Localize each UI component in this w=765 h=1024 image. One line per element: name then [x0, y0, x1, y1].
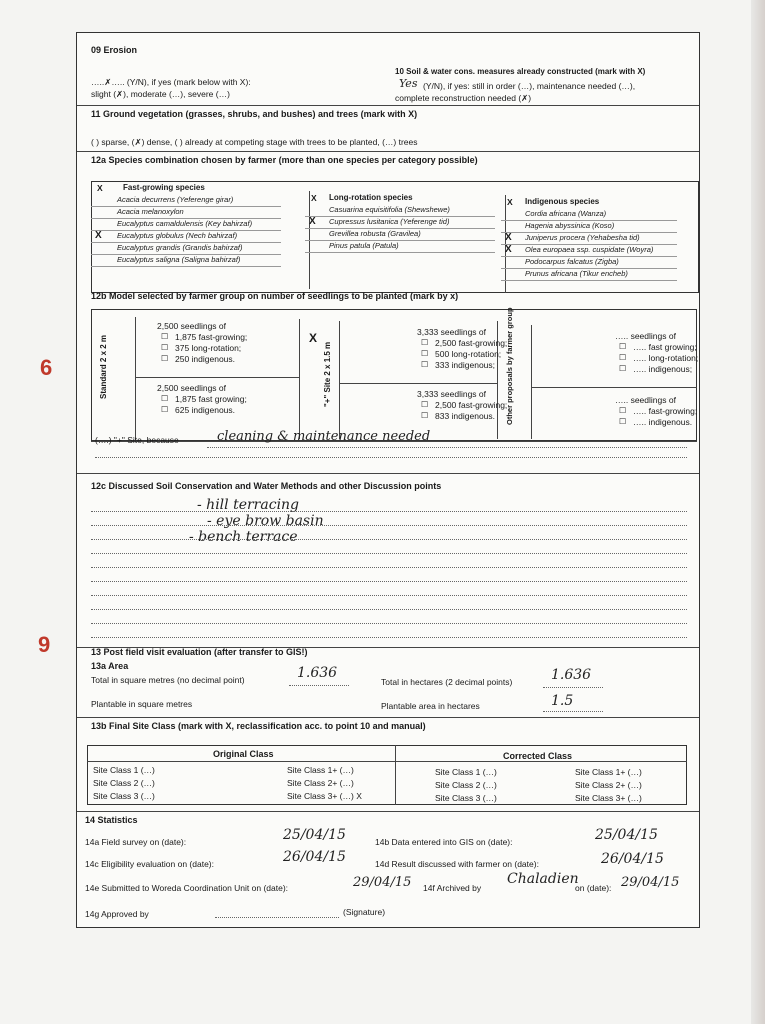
discussion-line — [91, 637, 687, 638]
corrected-class: Corrected Class — [503, 751, 573, 761]
plant-ha-value: 1.5 — [551, 693, 574, 709]
ha-value: 1.636 — [551, 667, 592, 683]
survey-form: 09 Erosion …..✗….. (Y/N), if yes (mark below with X): slight (✗), moderate (…), severe (…) 10 Soil & water cons. measures already constructed (mark with X) Yes (Y/N), if yes: still in order (…), maintenance needed (…), complete reconstruction needed (✗) 11 Ground vegetation (grasses, shrubs, and bushes) and trees (mark with X) ( ) sparse, (✗) dense, ( ) already at competing stage with trees to be planted, (…) trees 12a Species combination chosen by farmer (more than one species per category possible) X Fast-growing species X Long-rotation species X Indigenous species 12b Model selected by farmer group on number of seedlings to be planted (mark by x) Standard 2 x 2 m X "+" Site 2 x 1.5 m Other proposals by farmer group (….) "+" Site, because cleaning & maintenance needed 12c Discussed Soil Conservation and Water Methods and other Discussion points - hill terracing - eye brow basin - bench terrace 13 Post field visit evaluation (after transfer to GIS!) 13a Area Total in square metres (no decimal point) 1.636 Total in hectares (2 decimal points) 1.636 Plantable in square metres Plantable area in hectares 1.5 13b Final Site Class (mark with X, reclassification acc. to point 10 and manual) Original Class Corrected Class 14 Statistics 14a Field survey on (date): 25/04/15 14b Data entered into GIS on (date): 25/04/15 14c Eligibility evaluation on (date): 26/04/15 14d Result discussed with farmer on (date): 26/04/15 14e Submitted to Woreda Coordination Unit on (date): 29/04/15 14f Archived by Chaladien on (date): 29/04/15 14g Approved by (Signature) Acacia decurrens (Yeferenge girar) Acacia melanoxylon Eucalyptus camaldulensis (Key bahirzaf) X Eucalyptus globulus (Nech bahirzaf) Eucalyptus grandis (Grandis bahirzaf) Eucalyptus saligna (Saligna bahirzaf) Casuarina equisitifolia (Shewshewe) X Cupressus lusitanica (Yeferenge tid) Grevillea robusta (Gravilea) Pinus patula (Patula) Cordia africana (Wanza) Hagenia abyssinica (Koso) X Juniperus procera (Yehabesha tid) X Olea europaea ssp. cuspidate (Woyra) Podocarpus falcatus (Zigba) Prunus africana (Tikur encheb) 2,500 seedlings of ☐ 1,875 fast-growing; ☐ 375 long-rotation; ☐ 250 indigenous. 2,500 seedlings of ☐ 1,875 fast growing; ☐ 625 indigenous. 3,333 seedlings of ☐ 2,500 fast-growing; ☐ 500 long-rotation; ☐ 333 indigenous; 3,333 seedlings of ☐ 2,500 fast-growing; ☐ 833 indigenous. ….. seedlings of ☐ ….. fast growing; ☐ ….. long-rotation; ☐ ….. indigenous; ….. seedlings of ☐ ….. fast-growing; ☐ ….. indigenous. Site Class 1 (…) Site Class 1+ (…) Site Class 2 (…) Site Class 2+ (…) Site Class 3 (…) Site Class 3+ (…) X Site Class 1 (…) Site Class 1+ (…) Site Class 2 (…) Site Class 2+ (…) Site Class 3 (…) Site Class 3+ (…) — [76, 32, 700, 928]
site-class-corr-plus: Site Class 2+ (…) — [575, 780, 642, 790]
submitted-label: 14e Submitted to Woreda Coordination Unit on (date): — [85, 883, 289, 893]
species-indig-item: Olea europaea ssp. cuspidate (Woyra) — [525, 245, 654, 254]
seedling-line: 2,500 fast-growing; — [435, 338, 508, 348]
plus-site-mark: X — [309, 331, 318, 345]
seedling-line: ….. fast growing; — [633, 342, 697, 352]
ha-label: Total in hectares (2 decimal points) — [381, 677, 513, 687]
erosion-line1: …..✗….. (Y/N), if yes (mark below with X): — [91, 77, 251, 87]
species-fast-item: Eucalyptus saligna (Saligna bahirzaf) — [117, 255, 241, 264]
seedling-line: 500 long-rotation; — [435, 349, 502, 359]
species-row-line — [91, 266, 281, 267]
erosion-line2: slight (✗), moderate (…), severe (…) — [91, 89, 230, 99]
note-1: - hill terracing — [197, 497, 300, 513]
checkbox-icon: ☐ — [421, 360, 429, 369]
note-2: - eye brow basin — [207, 513, 324, 529]
checkbox-icon: ☐ — [619, 353, 627, 362]
plant-ha-label: Plantable area in hectares — [381, 701, 480, 711]
site-class-orig: Site Class 3 (…) — [93, 791, 155, 801]
discussion-title: 12c Discussed Soil Conservation and Water Methods and other Discussion points — [91, 481, 442, 491]
soil-water-line2: complete reconstruction needed (✗) — [395, 93, 532, 103]
archived-by: Chaladien — [507, 871, 579, 887]
plus-site-label: "+" Site 2 x 1.5 m — [323, 341, 332, 407]
stats-title: 14 Statistics — [85, 815, 138, 825]
indig-header: Indigenous species — [525, 197, 600, 206]
seedling-line: 1,875 fast growing; — [175, 394, 247, 404]
species-indig-item: Podocarpus falcatus (Zigba) — [525, 257, 619, 266]
species-long-item: Casuarina equisitifolia (Shewshewe) — [329, 205, 450, 214]
species-fast-item: Eucalyptus grandis (Grandis bahirzaf) — [117, 243, 243, 252]
ground-veg-title: 11 Ground vegetation (grasses, shrubs, and bushes) and trees (mark with X) — [91, 109, 418, 119]
species-indig-item: Hagenia abyssinica (Koso) — [525, 221, 615, 230]
because-label: (….) "+" Site, because — [95, 435, 179, 445]
field-survey-date: 25/04/15 — [283, 827, 346, 843]
site-class-orig-plus: Site Class 1+ (…) — [287, 765, 354, 775]
note-3: - bench terrace — [189, 529, 298, 545]
seedling-line: 625 indigenous. — [175, 405, 236, 415]
seedling-line: 375 long-rotation; — [175, 343, 242, 353]
discussion-line — [91, 525, 687, 526]
approved-label: 14g Approved by — [85, 909, 149, 919]
species-mark: X — [505, 244, 512, 255]
long-header: Long-rotation species — [329, 193, 413, 202]
erosion-title: 09 Erosion — [91, 45, 138, 55]
seedling-line: 3,333 seedlings of — [417, 327, 486, 337]
discussion-line — [91, 511, 687, 512]
eligibility-date: 26/04/15 — [283, 849, 346, 865]
original-class: Original Class — [213, 749, 274, 759]
archived-date: 29/04/15 — [621, 875, 680, 890]
checkbox-icon: ☐ — [619, 342, 627, 351]
eligibility-label: 14c Eligibility evaluation on (date): — [85, 859, 214, 869]
site-class-orig-plus: Site Class 2+ (…) — [287, 778, 354, 788]
checkbox-icon: ☐ — [421, 338, 429, 347]
species-mark: X — [309, 216, 316, 227]
class-title: 13b Final Site Class (mark with X, reclassification acc. to point 10 and manual) — [91, 721, 426, 731]
soil-water-line1: (Y/N), if yes: still in order (…), maintenance needed (…), — [423, 81, 636, 91]
site-class-corr: Site Class 2 (…) — [435, 780, 497, 790]
soil-water-title: 10 Soil & water cons. measures already constructed (mark with X) — [395, 67, 646, 76]
seedling-line: ….. long-rotation; — [633, 353, 699, 363]
seedling-line: ….. indigenous; — [633, 364, 693, 374]
species-fast-item: Eucalyptus globulus (Nech bahirzaf) — [117, 231, 238, 240]
because-note: cleaning & maintenance needed — [217, 429, 431, 444]
checkbox-icon: ☐ — [421, 411, 429, 420]
archived-on-label: on (date): — [575, 883, 612, 893]
species-indig-item: Cordia africana (Wanza) — [525, 209, 607, 218]
seedling-line: ….. fast-growing; — [633, 406, 698, 416]
farmer-discussed-date: 26/04/15 — [601, 851, 664, 867]
site-class-corr-plus: Site Class 1+ (…) — [575, 767, 642, 777]
species-indig-item: Juniperus procera (Yehabesha tid) — [525, 233, 640, 242]
model-title: 12b Model selected by farmer group on number of seedlings to be planted (mark by x) — [91, 291, 459, 301]
checkbox-icon: ☐ — [619, 417, 627, 426]
species-indig-item: Prunus africana (Tikur encheb) — [525, 269, 628, 278]
species-row-line — [501, 280, 677, 281]
seedling-line: 833 indigenous. — [435, 411, 496, 421]
ground-veg-line: ( ) sparse, (✗) dense, ( ) already at competing stage with trees to be planted, (…) trees — [91, 137, 418, 147]
seedling-line: ….. seedlings of — [615, 395, 676, 405]
species-long-item: Grevillea robusta (Gravilea) — [329, 229, 421, 238]
site-class-corr-plus: Site Class 3+ (…) — [575, 793, 642, 803]
fast-header: Fast-growing species — [123, 183, 205, 192]
plant-sqm-label: Plantable in square metres — [91, 699, 193, 709]
seedling-line: 250 indigenous. — [175, 354, 236, 364]
discussion-line — [91, 595, 687, 596]
site-class-orig: Site Class 2 (…) — [93, 778, 155, 788]
post-field-title: 13 Post field visit evaluation (after transfer to GIS!) — [91, 647, 308, 657]
farmer-discussed-label: 14d Result discussed with farmer on (date): — [375, 859, 539, 869]
checkbox-icon: ☐ — [421, 400, 429, 409]
checkbox-icon: ☐ — [421, 349, 429, 358]
sqm-label: Total in square metres (no decimal point) — [91, 675, 245, 685]
archived-label: 14f Archived by — [423, 883, 482, 893]
checkbox-icon: ☐ — [619, 364, 627, 373]
seedling-line: 1,875 fast-growing; — [175, 332, 248, 342]
seedling-line: 3,333 seedlings of — [417, 389, 486, 399]
checkbox-icon: ☐ — [161, 394, 169, 403]
submitted-date: 29/04/15 — [353, 875, 412, 890]
checkbox-icon: ☐ — [161, 343, 169, 352]
field-survey-label: 14a Field survey on (date): — [85, 837, 187, 847]
area-title: 13a Area — [91, 661, 129, 671]
seedling-line: ….. indigenous. — [633, 417, 693, 427]
checkbox-icon: ☐ — [161, 332, 169, 341]
other-label: Other proposals by farmer group — [505, 307, 514, 425]
species-title: 12a Species combination chosen by farmer (more than one species per category possible) — [91, 155, 478, 165]
seedling-line: 2,500 fast-growing; — [435, 400, 508, 410]
species-fast-item: Acacia melanoxylon — [117, 207, 184, 216]
discussion-line — [91, 623, 687, 624]
species-long-item: Pinus patula (Patula) — [329, 241, 399, 250]
soil-water-answer: Yes — [399, 77, 418, 90]
checkbox-icon: ☐ — [161, 405, 169, 414]
paper-edge — [751, 0, 765, 1024]
species-fast-item: Acacia decurrens (Yeferenge girar) — [117, 195, 234, 204]
discussion-line — [91, 609, 687, 610]
seedling-line: 2,500 seedlings of — [157, 383, 226, 393]
species-fast-item: Eucalyptus camaldulensis (Key bahirzaf) — [117, 219, 253, 228]
gis-entry-label: 14b Data entered into GIS on (date): — [375, 837, 513, 847]
site-class-orig-plus: Site Class 3+ (…) X — [287, 791, 362, 801]
species-row-line — [305, 252, 495, 253]
species-mark: X — [505, 232, 512, 243]
margin-mark-9: 9 — [38, 632, 51, 657]
sqm-value: 1.636 — [297, 665, 338, 681]
checkbox-icon: ☐ — [619, 406, 627, 415]
site-class-orig: Site Class 1 (…) — [93, 765, 155, 775]
standard-label: Standard 2 x 2 m — [99, 334, 108, 399]
discussion-line — [91, 581, 687, 582]
margin-mark-6: 6 — [40, 355, 53, 380]
seedling-line: 333 indigenous; — [435, 360, 496, 370]
discussion-line — [91, 553, 687, 554]
site-class-corr: Site Class 3 (…) — [435, 793, 497, 803]
site-class-corr: Site Class 1 (…) — [435, 767, 497, 777]
species-long-item: Cupressus lusitanica (Yeferenge tid) — [329, 217, 450, 226]
seedling-line: ….. seedlings of — [615, 331, 676, 341]
signature-label: (Signature) — [343, 907, 386, 917]
discussion-line — [91, 567, 687, 568]
seedling-line: 2,500 seedlings of — [157, 321, 226, 331]
species-mark: X — [95, 230, 102, 241]
checkbox-icon: ☐ — [161, 354, 169, 363]
discussion-line — [91, 539, 687, 540]
gis-entry-date: 25/04/15 — [595, 827, 658, 843]
